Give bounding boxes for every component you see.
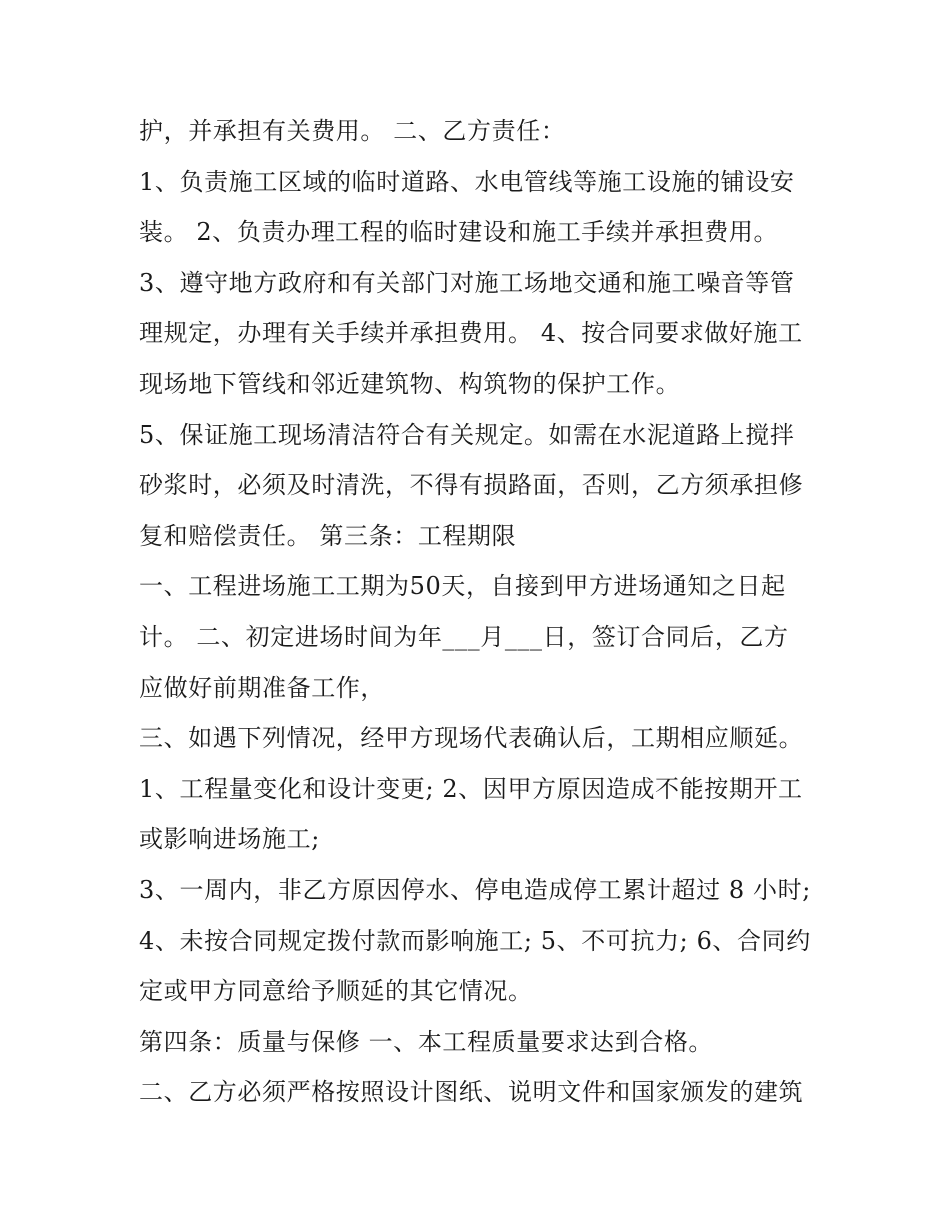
text-line: 1、负责施工区域的临时道路、水电管线等施工设施的铺设安	[139, 167, 795, 196]
text-line: 3、遵守地方政府和有关部门对施工场地交通和施工噪音等管	[139, 268, 795, 297]
text-line: 5、保证施工现场清洁符合有关规定。如需在水泥道路上搅拌	[139, 420, 795, 449]
text-line: 一、工程进场施工工期为50天，自接到甲方进场通知之日起	[139, 572, 786, 601]
text-line: 二、乙方必须严格按照设计图纸、说明文件和国家颁发的建筑	[139, 1078, 804, 1107]
text-line: 4、未按合同规定拨付款而影响施工; 5、不可抗力; 6、合同约	[139, 926, 811, 955]
text-line: 1、工程量变化和设计变更; 2、因甲方原因造成不能按期开工	[139, 774, 803, 803]
text-line: 现场地下管线和邻近建筑物、构筑物的保护工作。	[139, 369, 681, 398]
text-line: 砂浆时，必须及时清洗，不得有损路面，否则，乙方须承担修	[139, 471, 804, 500]
text-line: 理规定，办理有关手续并承担费用。 4、按合同要求做好施工	[139, 319, 803, 348]
text-line: 计。 二、初定进场时间为年___月___日，签订合同后，乙方	[139, 622, 789, 651]
text-line: 定或甲方同意给予顺延的其它情况。	[139, 977, 533, 1006]
text-line: 护，并承担有关费用。 二、乙方责任：	[139, 117, 566, 145]
text-line: 或影响进场施工;	[139, 825, 320, 854]
text-line: 装。 2、负责办理工程的临时建设和施工手续并承担费用。	[139, 218, 779, 247]
text-line: 3、一周内，非乙方原因停水、停电造成停工累计超过 8 小时;	[139, 875, 811, 904]
text-line: 第四条：质量与保修 一、本工程质量要求达到合格。	[139, 1027, 714, 1056]
text-line: 复和赔偿责任。 第三条：工程期限	[139, 521, 517, 550]
text-line: 应做好前期准备工作，	[139, 673, 385, 702]
text-line: 三、如遇下列情况，经甲方现场代表确认后，工期相应顺延。	[139, 724, 804, 753]
contract-text	[139, 106, 829, 1118]
